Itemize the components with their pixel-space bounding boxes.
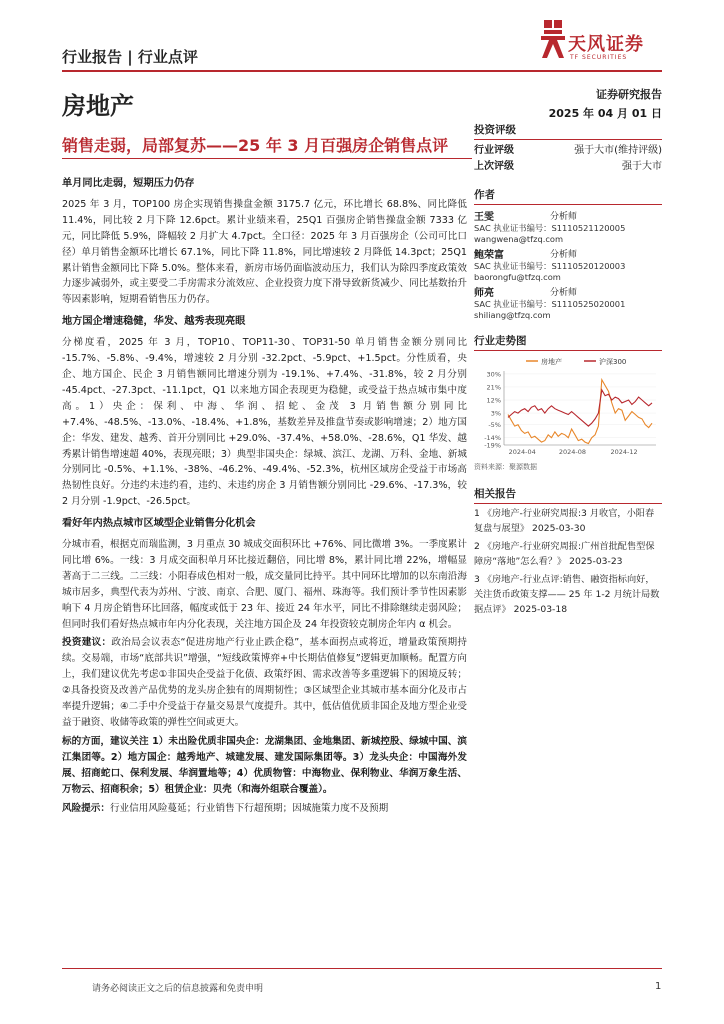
- report-category: 行业报告 | 行业点评: [62, 48, 198, 66]
- x-tick-label: 2024-04: [508, 448, 536, 456]
- header-rule: [62, 70, 662, 72]
- x-tick-label: 2024-08: [558, 448, 586, 456]
- last-rating-label: 上次评级: [474, 161, 514, 172]
- x-tick-label: 2024-12: [610, 448, 638, 456]
- author-entry: [474, 208, 662, 245]
- rating-heading: 投资评级: [474, 122, 662, 140]
- author-name: 王雯: [474, 212, 494, 223]
- paragraph: 分梯度看，2025 年 3 月，TOP10、TOP11-30、TOP31-50 单月销售金额分别同比 -15.7%、-5.8%、-9.4%，增速较 2 月分别 -32.2pct、-5.9pct、+1.5pct。分性质看，央企、地方国企、民企 3 月销售额同比增速分别为 -19.1%、+7.4%、-31.8%，较 2 月分别 -45.4pct、-27.3pct、-11.1pct，Q1 以来地方国企表现更为稳健，或受益于热点城市集中度高。1）央企：保利、中海、华润、招蛇、金茂 3 月销售额分别同比 +7.4%、-48.5%、-13.0%、-18.4%、+1.8%，基数差异及推盘节奏或影响增速；2）地方国企：华发、建发、越秀、首开分别同比 +29.0%、-37.4%、+58.0%、-28.6%，Q1 华发、越秀累计销售增速超 40%，表现亮眼；3）典型非国央企：绿城、滨江、龙湖、万科、金地、新城分别同比 -0.5%、+1.1%、-38%、-46.2%、-49.4%、-52.3%，杭州区域房企受益于市场高热韧性良好。分违约未违约看，违约、未违约房企 3 月销售额分别同比 -29.6%、-17.3%，较 2 月分别 -1.9pct、-26.5pct。: [62, 337, 467, 508]
- related-report-item[interactable]: 2 《房地产-行业研究周报:广州首批配售型保障房“落地”怎么看？》 2025-03-23: [474, 541, 655, 567]
- last-rating-value: 强于大市: [622, 161, 662, 172]
- report-date: 2025 年 04 月 01 日: [548, 107, 662, 120]
- last-rating-row: [474, 159, 662, 175]
- y-tick-label: 30%: [486, 370, 501, 379]
- paragraph: 分城市看，根据克而瑞监测，3 月重点 30 城成交面积环比 +76%、同比微增 3%。一季度累计同比增 6%。一线：3 月成交面积单月环比接近翻倍，同比增 8%，累计同比增 22%，增幅显著高于二三线。二三线：小阳春成色相对一般，成交量同比持平。其中同环比增加的以东南沿海城市居多，典型代表为苏州、宁波、南京、合肥、厦门、福州、珠海等。我们预计季节性因素影响下 4 月房企销售环比回落，幅度或低于 23 年、接近 24 年水平，同比不排除继续走弱风险；但同时我们看好热点城市年内分化表现，关注地方国企及 24 年投资较克制房企年内 α 机会。: [62, 539, 467, 630]
- industry-rating-value: 强于大市(维持评级): [574, 145, 662, 156]
- author-role: 分析师: [550, 288, 578, 298]
- y-tick-label: -14%: [484, 434, 501, 443]
- related-heading: 相关报告: [474, 486, 662, 504]
- paragraph: 2025 年 3 月，TOP100 房企实现销售操盘金额 3175.7 亿元，环比增长 68.8%、同比降低 11.4%，同比较 2 月下降 12.6pct。累计业绩来看，25Q1 百强房企销售操盘金额 7333 亿元，同比降低 5.9%，降幅较 2 月扩大 4.7pct。全口径：2025 年 3 月百强房企（公司可比口径）单月销售金额环比增长 67.1%，同比下降 11.8%，同比增速较 2 月降低 14.3pct；25Q1 累计销售金额同比下降 5.0%。整体来看，新房市场仍面临波动压力，我们认为除四季度政策效力逐步减弱外，或主要受二手房需求分流效应、企业投资力度下滑导致新货减少、同比基数抬升等因素影响，短期看销售压力仍存。: [62, 198, 467, 306]
- related-report-item[interactable]: 1 《房地产-行业研究周报:3 月收官，小阳春复盘与展望》 2025-03-30: [474, 508, 655, 534]
- y-tick-label: 21%: [486, 383, 501, 392]
- trend-chart: [474, 355, 662, 460]
- footer-disclaimer: 请务必阅读正文之后的信息披露和免责申明: [92, 984, 264, 994]
- author-cert: SAC 执业证书编号：S1110525020001: [474, 299, 626, 309]
- trend-heading: 行业走势图: [474, 333, 662, 351]
- section-heading: 地方国企增速稳健，华发、越秀表现亮眼: [62, 316, 246, 328]
- y-tick-label: 12%: [486, 396, 501, 405]
- y-tick-label: -5%: [488, 421, 501, 430]
- report-type: 证券研究报告: [596, 88, 662, 101]
- y-tick-label: 3%: [490, 409, 501, 418]
- target-stocks: 标的方面，建议关注 1）未出险优质非国央企：龙湖集团、金地集团、新城控股、绿城中国、滨江集团等。2）地方国企：越秀地产、城建发展、建发国际集团等。3）龙头央企：中国海外发展、招商蛇口、保利发展、华润置地等；4）优质物管：中海物业、保利物业、华润万象生活、万物云、招商积余；5）租赁企业：贝壳（和海外组联合覆盖）。: [62, 735, 467, 795]
- logo-mark-icon: [536, 18, 570, 64]
- title-rule: [62, 158, 472, 159]
- author-cert: SAC 执业证书编号：S1110520120003: [474, 261, 626, 271]
- legend-label: 沪深300: [599, 358, 627, 366]
- logo-chinese-name: 天风证券: [568, 34, 644, 55]
- author-entry: [474, 246, 662, 283]
- industry-rating-label: 行业评级: [474, 145, 514, 156]
- risk-warning: [62, 801, 467, 817]
- sidebar: [474, 122, 662, 621]
- risk-text: 行业信用风险蔓延；行业销售下行超预期；因城施策力度不及预期: [109, 802, 389, 814]
- author-email[interactable]: shiliang@tfzq.com: [474, 310, 551, 320]
- main-content: [62, 170, 467, 819]
- chart-source: 资料来源：聚源数据: [474, 463, 537, 471]
- risk-label: 风险提示：: [62, 802, 110, 814]
- y-tick-label: -19%: [484, 441, 501, 450]
- related-report-item[interactable]: 3 《房地产-行业点评:销售、融资指标向好，关注货币政策支撑—— 25 年 1-2 月统计局数据点评》 2025-03-18: [474, 574, 660, 615]
- series-line: [508, 380, 652, 444]
- investment-text: 政治局会议表态“促进房地产行业止跌企稳”，基本面拐点或将近，增量政策预期持续。交易端，市场“底部共识”增强，“短线政策博弈+中长期估值修复”逻辑更加顺畅。配置方向上，我们建议优先考虑①非国央企受益于化债、政策纾困、需求改善等多重逻辑下的困境反转；②具备投资及改善产品优势的龙头房企独有的周期韧性；③区域型企业其城市基本面分化及市占率提升逻辑；④二手中介受益于存量交易景气度提升。其中，低估值优质非国企及地方型企业受益于融资、收储等政策的弹性空间或更大。: [62, 637, 467, 728]
- investment-advice: [62, 635, 467, 730]
- page-number: 1: [655, 981, 662, 992]
- author-name: 鲍荣富: [474, 250, 504, 261]
- footer-rule: [62, 968, 662, 969]
- author-cert: SAC 执业证书编号：S1110521120005: [474, 223, 626, 233]
- industry-rating-row: [474, 143, 662, 159]
- legend-label: 房地产: [541, 358, 562, 366]
- author-name: 师亮: [474, 288, 494, 299]
- author-email[interactable]: wangwena@tfzq.com: [474, 234, 564, 244]
- author-entry: [474, 284, 662, 321]
- report-title: 销售走弱，局部复苏——25 年 3 月百强房企销售点评: [62, 136, 449, 155]
- section-heading: 单月同比走弱，短期压力仍存: [62, 178, 195, 189]
- trend-chart-svg: [474, 355, 662, 457]
- author-role: 分析师: [550, 250, 578, 260]
- author-role: 分析师: [550, 212, 578, 222]
- logo-english-name: TF SECURITIES: [570, 54, 628, 61]
- section-heading: 看好年内热点城市区域型企业销售分化机会: [62, 518, 256, 530]
- sector-title: 房地产: [62, 92, 134, 120]
- investment-label: 投资建议：: [62, 637, 112, 649]
- author-email[interactable]: baorongfu@tfzq.com: [474, 272, 561, 282]
- author-heading: 作者: [474, 187, 662, 205]
- series-line: [508, 390, 652, 426]
